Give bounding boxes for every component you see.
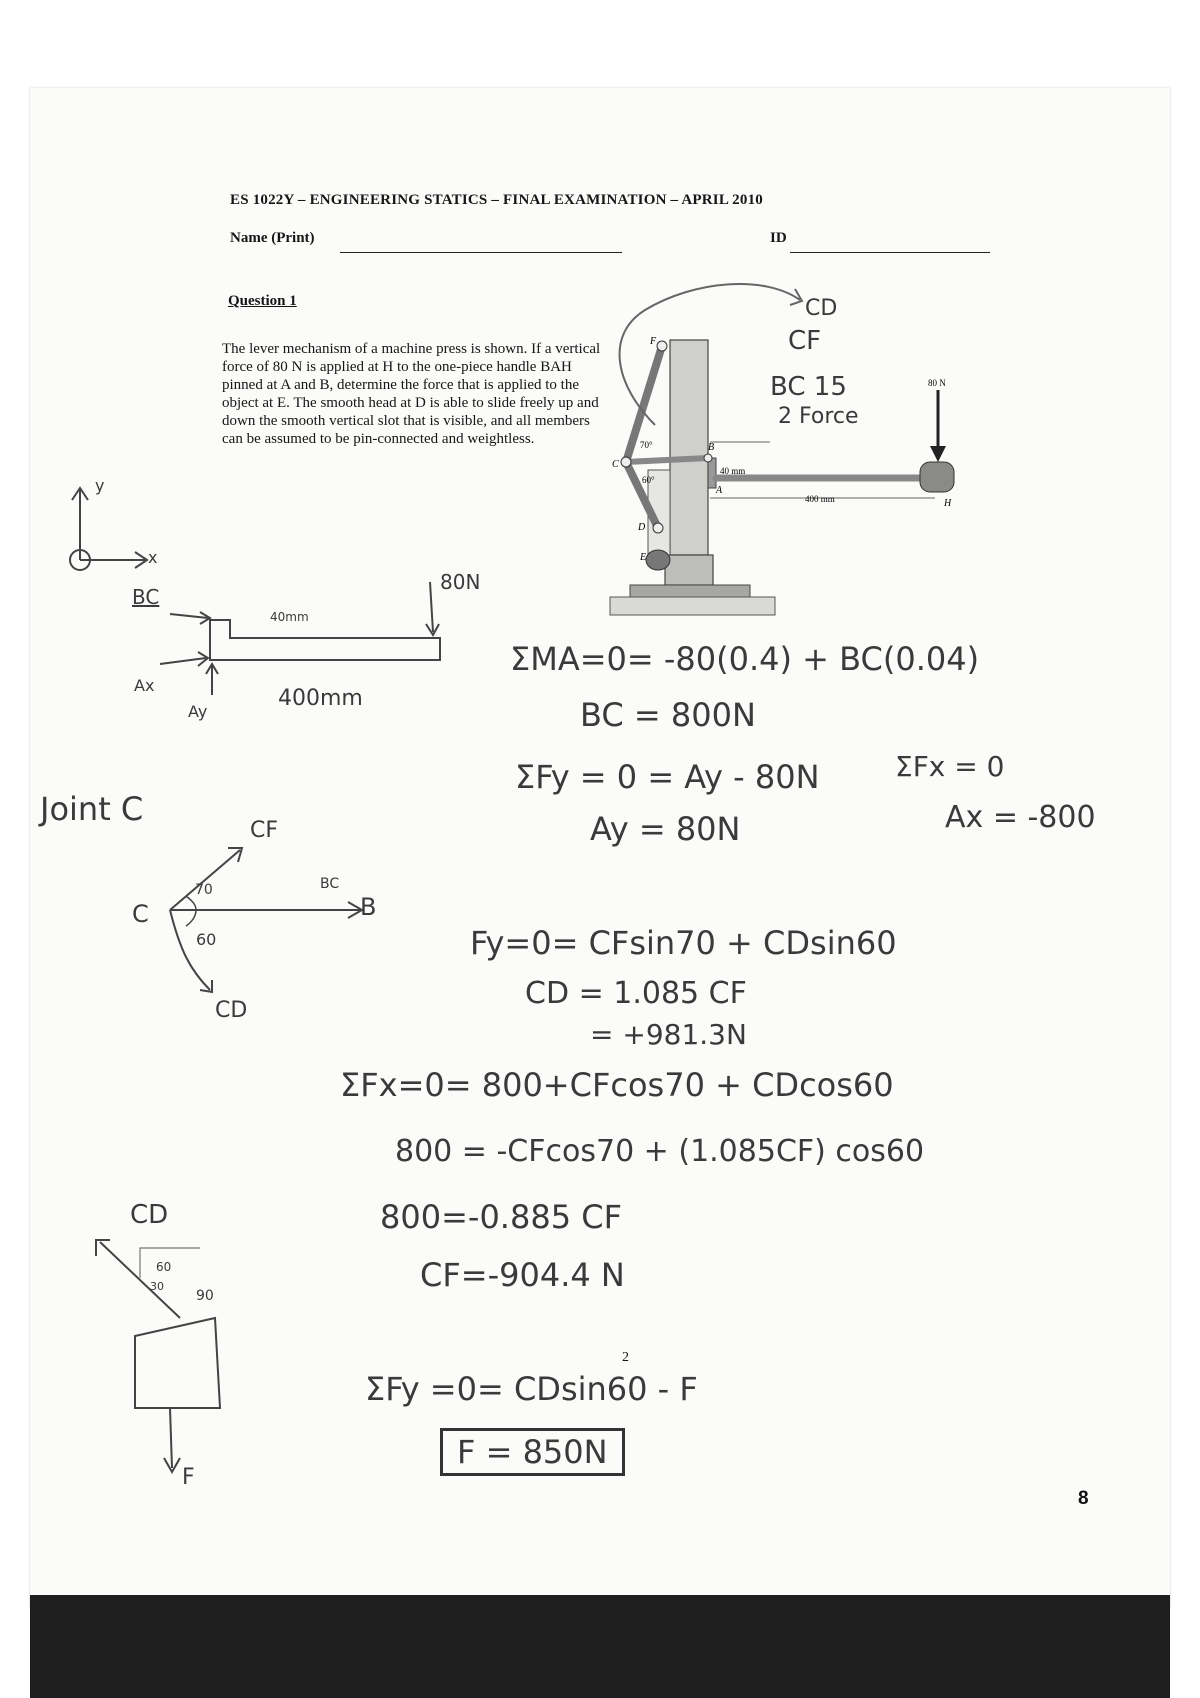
corner-page-number: 8 [1078,1488,1089,1509]
eq-moment: ΣMA=0= -80(0.4) + BC(0.04) [510,640,980,678]
label-force: 80 N [928,378,946,388]
final-equation: ΣFy =0= CDsin60 - F [365,1370,698,1408]
joint-eq-2: CD = 1.085 CF [525,976,747,1011]
page-number: 2 [622,1350,629,1365]
name-label: Name (Print) [230,230,315,246]
handle-fbd [130,580,460,700]
joint-eq-3: = +981.3N [590,1018,747,1051]
joint-c-title: Joint C [40,790,144,828]
joint-c-angle-70: 70 [195,882,213,898]
axis-x-label: x [148,548,158,567]
eq-sum-fx: ΣFx = 0 [895,750,1005,783]
label-c: C [612,459,619,470]
block-cd-label: CD [130,1200,169,1230]
axis-y-label: y [95,476,105,495]
eq-sum-fy: ΣFy = 0 = Ay - 80N [515,758,820,796]
joint-eq-6: 800=-0.885 CF [380,1198,622,1236]
note-cd: CD [805,296,838,321]
joint-c-cf: CF [250,818,279,843]
fbd-force: 80N [440,570,481,594]
joint-c-angle-60: 60 [196,930,217,949]
fbd-ax-label: Ax [134,676,155,695]
joint-eq-1: Fy=0= CFsin70 + CDsin60 [470,924,897,962]
fbd-dim-small: 40mm [270,610,309,624]
label-e: E [640,552,647,563]
label-angle-60: 60° [642,475,655,485]
page-shadow [30,1595,1170,1698]
block-angle-60: 60 [156,1260,172,1274]
joint-c-fbd [130,820,390,1020]
id-line [790,252,990,253]
label-a: A [716,485,723,496]
block-angle-90: 90 [196,1288,214,1304]
label-dim-40: 40 mm [720,466,746,476]
eq-bc-result: BC = 800N [580,696,756,734]
id-label: ID [770,230,787,246]
label-b: B [708,442,715,453]
fbd-dim-large: 400mm [278,686,363,711]
question-title: Question 1 [228,293,297,309]
label-f: F [650,336,657,347]
note-two-force: 2 Force [778,404,859,429]
eq-ax-result: Ax = -800 [945,800,1096,835]
fbd-ay-label: Ay [188,702,208,721]
block-angle-30: 30 [150,1280,164,1293]
final-answer: F = 850N [440,1428,625,1476]
joint-eq-5: 800 = -CFcos70 + (1.085CF) cos60 [395,1134,925,1169]
joint-c-b: B [360,893,377,921]
label-h: H [944,498,952,509]
exam-header: ES 1022Y – ENGINEERING STATICS – FINAL EXAMINATION – APRIL 2010 [230,192,763,208]
block-f-label: F [182,1465,195,1490]
fbd-bc-label: BC [132,585,160,609]
name-line [340,252,622,253]
note-cf: CF [788,326,822,356]
joint-c-cd: CD [215,998,248,1023]
joint-c-bc: BC [320,876,340,892]
eq-ay-result: Ay = 80N [590,810,741,848]
label-d: D [638,522,646,533]
label-dim-400: 400 mm [805,494,835,504]
label-angle-70: 70° [640,440,653,450]
joint-eq-4: ΣFx=0= 800+CFcos70 + CDcos60 [340,1066,894,1104]
note-bc: BC 15 [770,372,847,402]
question-text: The lever mechanism of a machine press is shown. If a vertical force of 80 N is applied at H to the one-piece handle BAH pinned at A and B, determine the force that is applied to the object at E. The smooth head at D is able to slide freely up and down the smooth vertical slot that is visible, and all members can be assumed to be pin-connected and weightless. [222,341,601,447]
joint-eq-7: CF=-904.4 N [420,1256,625,1294]
joint-c-c: C [132,900,149,928]
